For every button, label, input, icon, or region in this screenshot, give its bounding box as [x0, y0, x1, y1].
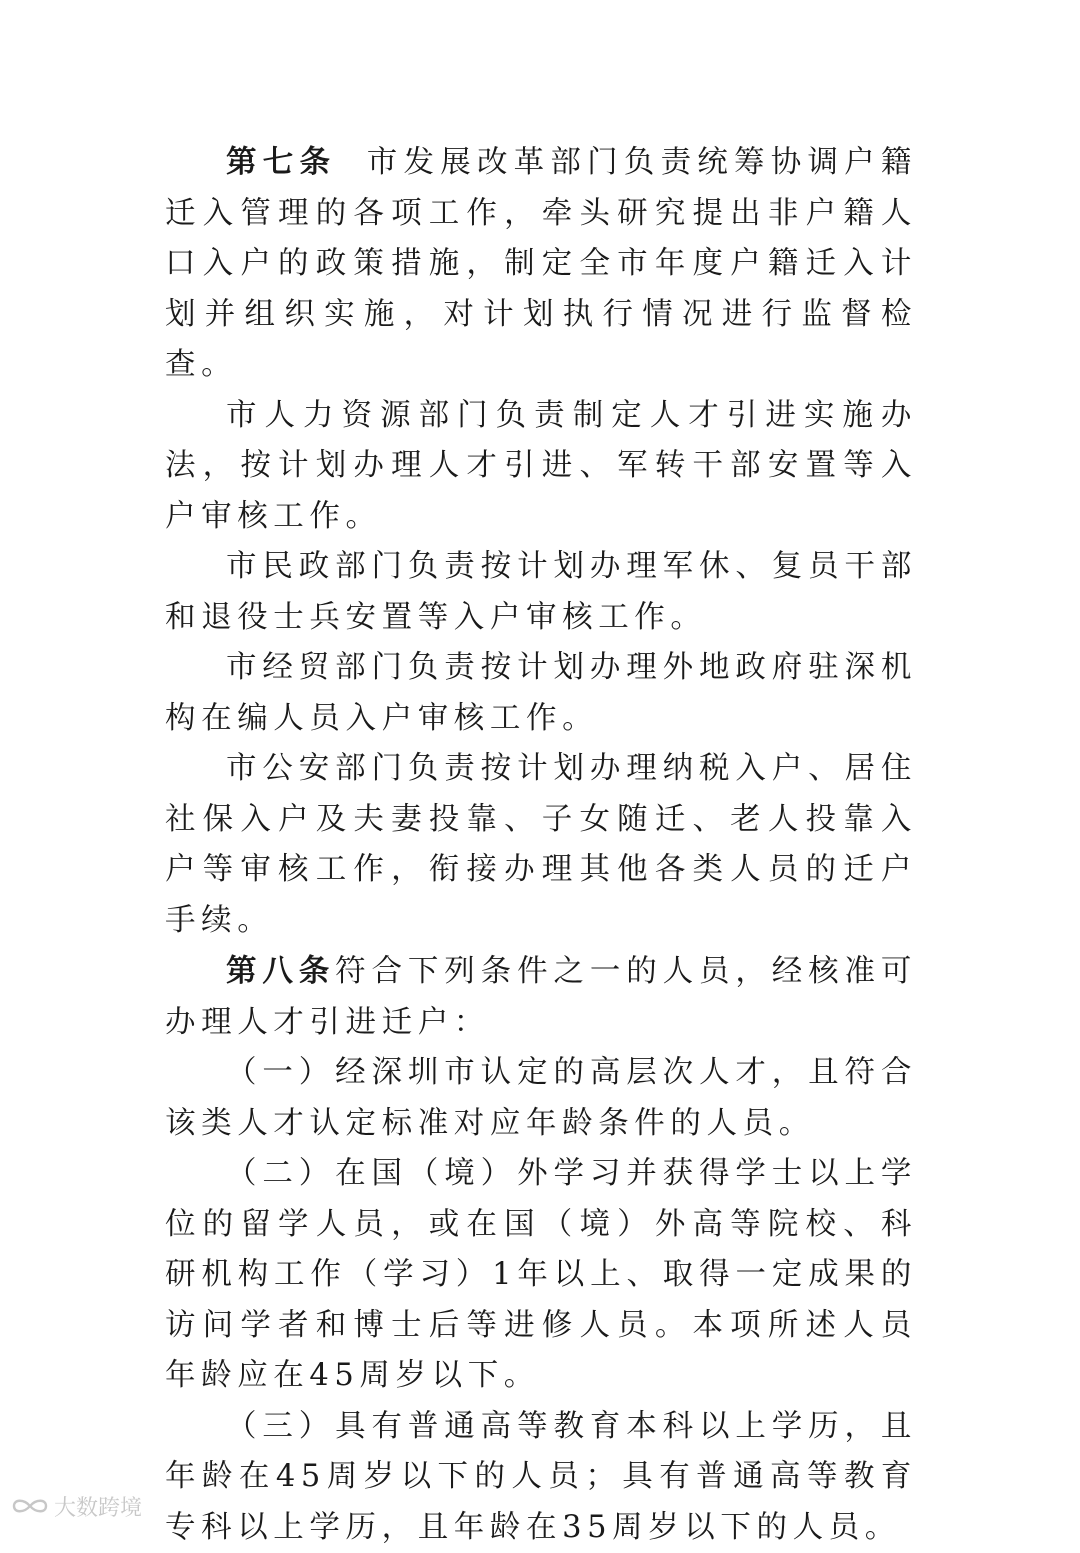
article-7-paragraph-civil-affairs: 市民政部门负责按计划办理军休、复员干部和退役士兵安置等入户审核工作。: [165, 542, 917, 643]
article-7-heading: 第七条: [226, 144, 336, 180]
article-8-item-2: （二）在国（境）外学习并获得学士以上学位的留学人员，或在国（境）外高等院校、科研机构工作（学习）1年以上、取得一定成果的访问学者和博士后等进修人员。本项所述人员年龄应在45周岁以下。: [165, 1149, 917, 1402]
document-page: [165, 137, 917, 1553]
article-8-item-1: （一）经深圳市认定的高层次人才，且符合该类人才认定标准对应年龄条件的人员。: [165, 1048, 917, 1149]
article-7-paragraph-hr: 市人力资源部门负责制定人才引进实施办法，按计划办理人才引进、军转干部安置等入户审核工作。: [165, 391, 917, 543]
article-7-paragraph-public-security: 市公安部门负责按计划办理纳税入户、居住社保入户及夫妻投靠、子女随迁、老人投靠入户等审核工作，衔接办理其他各类人员的迁户手续。: [165, 744, 917, 946]
article-7-paragraph-trade: 市经贸部门负责按计划办理外地政府驻深机构在编人员入户审核工作。: [165, 643, 917, 744]
infinity-logo-icon: [10, 1494, 50, 1518]
article-8-body: 符合下列条件之一的人员，经核准可办理人才引进迁户：: [165, 954, 917, 1040]
article-8-heading: 第八条: [226, 953, 335, 989]
watermark: [10, 1491, 142, 1521]
watermark-text: 大数跨境: [54, 1491, 142, 1522]
article-7-body: 市发展改革部门负责统筹协调户籍迁入管理的各项工作，牵头研究提出非户籍人口入户的政策措施，制定全市年度户籍迁入计划并组织实施，对计划执行情况进行监督检查。: [165, 145, 917, 382]
article-8-paragraph: [165, 946, 917, 1048]
article-7-paragraph: [165, 137, 917, 391]
article-8-item-3: （三）具有普通高等教育本科以上学历，且年龄在45周岁以下的人员；具有普通高等教育专科以上学历，且年龄在35周岁以下的人员。: [165, 1402, 917, 1553]
